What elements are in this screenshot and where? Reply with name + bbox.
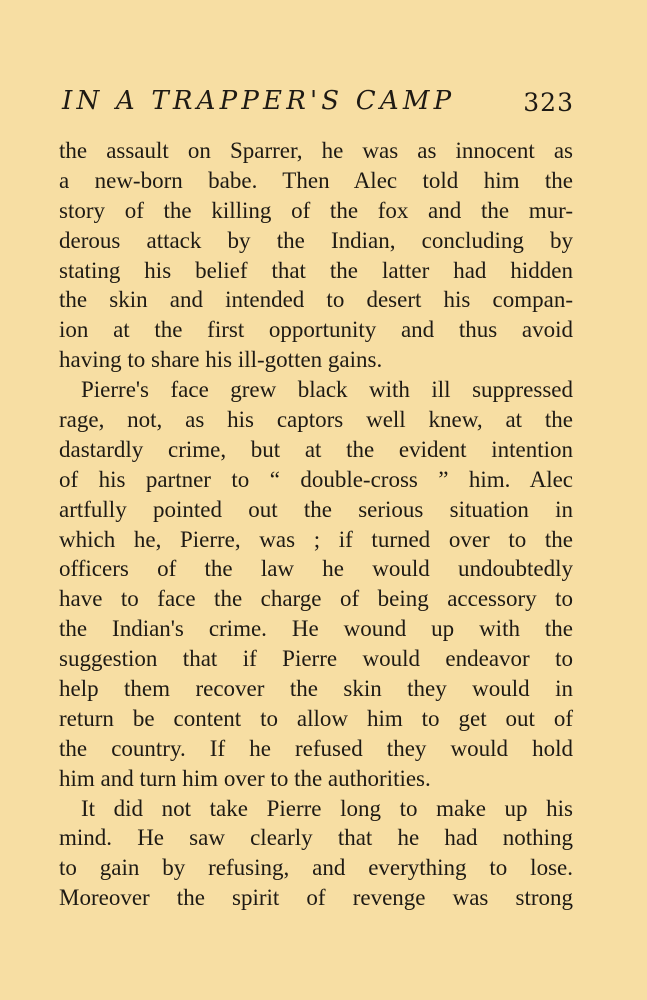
text-line: the assault on Sparrer, he was as innocent as <box>59 138 573 163</box>
page-header <box>62 86 574 126</box>
text-line: derous attack by the Indian, concluding by <box>59 227 573 253</box>
text-line: suggestion that if Pierre would endeavor to <box>59 646 573 672</box>
text-line: It did not take Pierre long to make up his <box>81 795 573 821</box>
text-line: ion at the first opportunity and thus avoid <box>59 317 573 343</box>
text-line: help them recover the skin they would in <box>59 676 573 702</box>
text-line: story of the killing of the fox and the mur- <box>59 197 573 223</box>
text-line: the country. If he refused they would hold <box>59 735 573 761</box>
running-head: IN A TRAPPER'S CAMP <box>62 86 456 116</box>
text-line: Moreover the spirit of revenge was strong <box>59 885 573 911</box>
text-line: return be content to allow him to get out of <box>59 705 573 731</box>
text-line: of his partner to “ double-cross ” him. Alec <box>59 466 573 492</box>
text-line: the Indian's crime. He wound up with the <box>59 616 573 642</box>
body-text <box>59 136 573 913</box>
text-line: to gain by refusing, and everything to lose. <box>59 855 573 881</box>
text-line: officers of the law he would undoubtedly <box>59 556 573 582</box>
text-line: him and turn him over to the authorities. <box>59 765 431 791</box>
text-line: a new-born babe. Then Alec told him the <box>59 167 573 193</box>
text-line: dastardly crime, but at the evident intention <box>59 436 573 462</box>
text-line: having to share his ill-gotten gains. <box>59 347 383 373</box>
text-line: mind. He saw clearly that he had nothing <box>59 825 573 851</box>
page-number: 323 <box>523 88 574 117</box>
text-line: rage, not, as his captors well knew, at the <box>59 407 573 433</box>
text-line: Pierre's face grew black with ill suppressed <box>81 377 573 403</box>
text-line: have to face the charge of being accessory to <box>59 586 573 612</box>
text-line: stating his belief that the latter had hidden <box>59 257 573 283</box>
text-line: artfully pointed out the serious situation in <box>59 496 573 522</box>
text-line: the skin and intended to desert his compan- <box>59 287 573 313</box>
text-line: which he, Pierre, was ; if turned over to the <box>59 526 573 552</box>
